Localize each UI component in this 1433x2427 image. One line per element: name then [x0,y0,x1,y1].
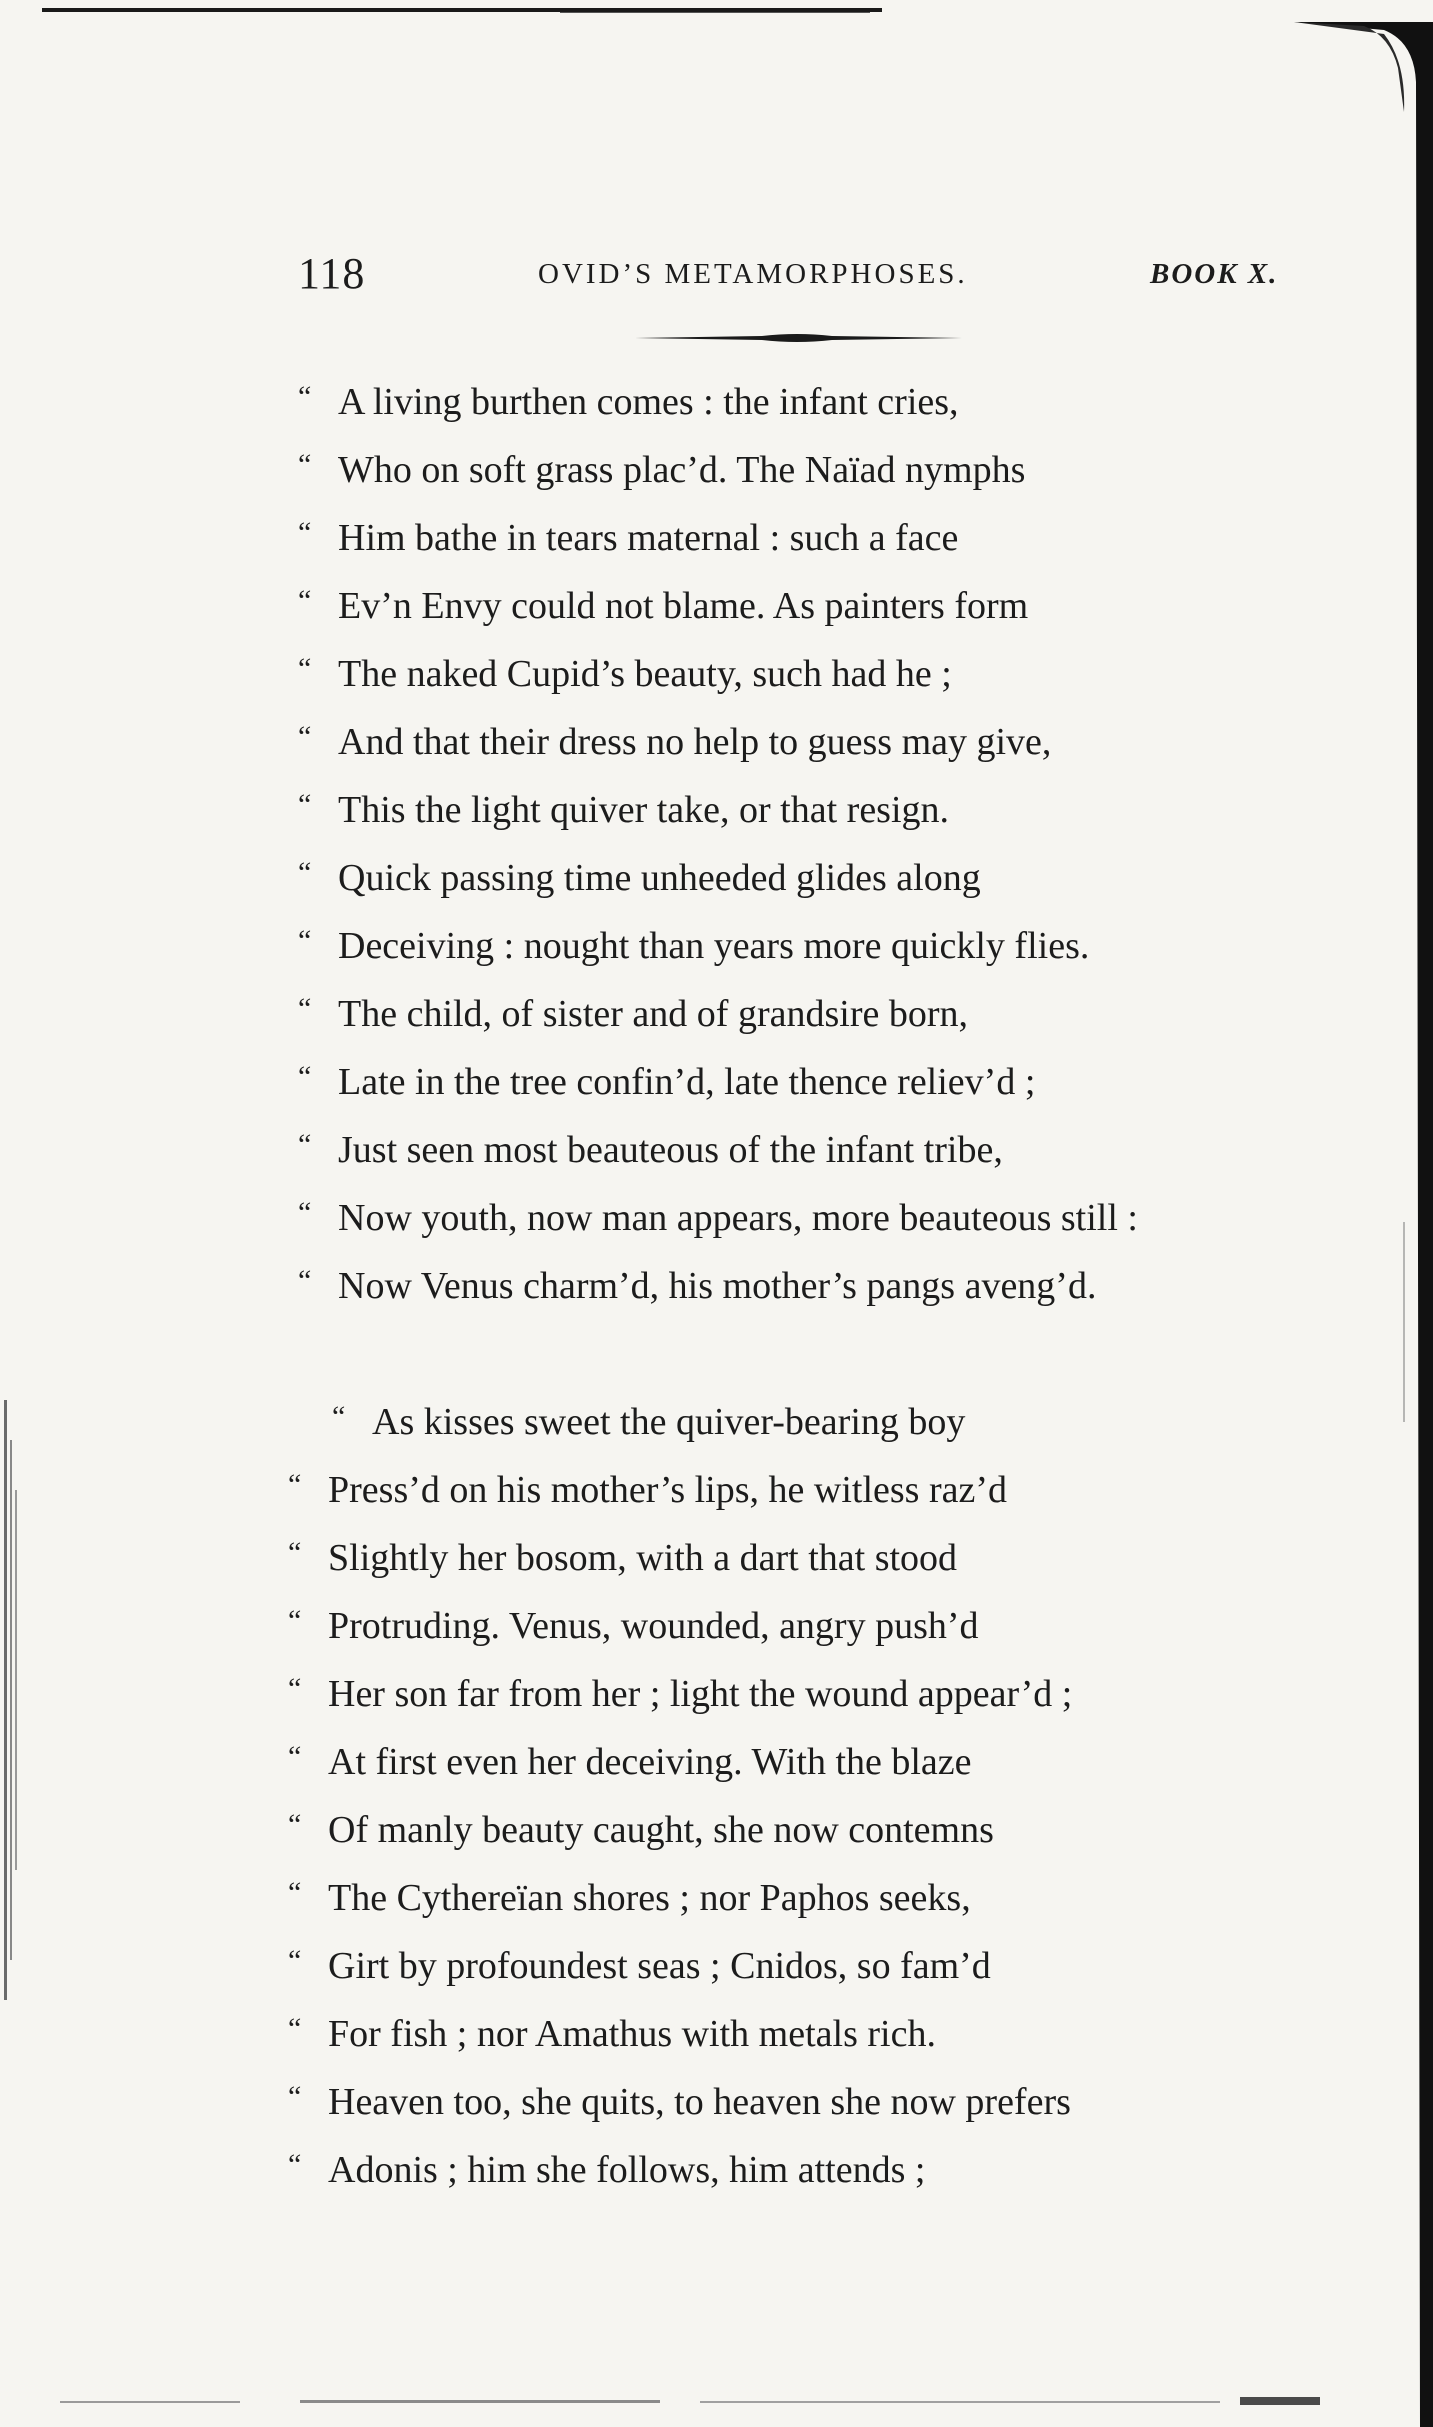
opening-quote-mark: “ [288,1876,302,1909]
verse-line: “ Now Venus charm’d, his mother’s pangs aveng’d. [298,1264,1097,1307]
verse-line: “ Slightly her bosom, with a dart that stood [288,1536,958,1579]
verse-line: “ Now youth, now man appears, more beauteous still : [298,1196,1138,1239]
ornamental-rule [632,332,962,344]
verse-line: “ The naked Cupid’s beauty, such had he ; [298,652,952,695]
binding-edge-marks [0,1400,24,2080]
verse-line: “ At first even her deceiving. With the blaze [288,1740,972,1783]
opening-quote-mark: “ [298,652,312,685]
opening-quote-mark: “ [298,856,312,889]
verse-line: “ For fish ; nor Amathus with metals rich. [288,2012,936,2055]
opening-quote-mark: “ [288,1604,302,1637]
verse-line: “ Adonis ; him she follows, him attends ; [288,2148,926,2191]
verse-line: “ Him bathe in tears maternal : such a face [298,516,959,559]
verse-line: “ Her son far from her ; light the wound appear’d ; [288,1672,1073,1715]
opening-quote-mark: “ [298,992,312,1025]
verse-line: “ Deceiving : nought than years more quickly flies. [298,924,1090,967]
verse-line: “ Heaven too, she quits, to heaven she now prefers [288,2080,1071,2123]
opening-quote-mark: “ [298,584,312,617]
opening-quote-mark: “ [288,2080,302,2113]
opening-quote-mark: “ [298,1264,312,1297]
opening-quote-mark: “ [298,720,312,753]
opening-quote-mark: “ [288,2148,302,2181]
opening-quote-mark: “ [288,1672,302,1705]
opening-quote-mark: “ [332,1400,346,1433]
opening-quote-mark: “ [288,1468,302,1501]
verse-line: “ And that their dress no help to guess may give, [298,720,1052,763]
opening-quote-mark: “ [298,788,312,821]
book-label: BOOK X. [1150,258,1279,290]
verse-line: “ The Cythereïan shores ; nor Paphos seeks, [288,1876,971,1919]
verse-line: “ Late in the tree confin’d, late thence reliev’d ; [298,1060,1036,1103]
opening-quote-mark: “ [298,1196,312,1229]
verse-line: “ Who on soft grass plac’d. The Naïad nymphs [298,448,1026,491]
opening-quote-mark: “ [288,1536,302,1569]
opening-quote-mark: “ [298,448,312,481]
opening-quote-mark: “ [298,380,312,413]
verse-line: “ The child, of sister and of grandsire born, [298,992,968,1035]
verse-line: “ Press’d on his mother’s lips, he witless raz’d [288,1468,1007,1511]
opening-quote-mark: “ [288,2012,302,2045]
verse-line: “ A living burthen comes : the infant cries, [298,380,959,423]
opening-quote-mark: “ [298,1128,312,1161]
verse-line: “ Protruding. Venus, wounded, angry push’d [288,1604,979,1647]
verse-line: “ Quick passing time unheeded glides along [298,856,981,899]
page-number: 118 [298,249,366,298]
page-edge-shadow [1294,22,1433,2427]
bottom-edge-specks [60,2395,1340,2409]
page-header [0,248,1433,308]
top-border-thin-rule [560,12,870,13]
opening-quote-mark: “ [298,924,312,957]
opening-quote-mark: “ [288,1808,302,1841]
opening-quote-mark: “ [288,1740,302,1773]
verse-line: “ As kisses sweet the quiver-bearing boy [332,1400,966,1443]
opening-quote-mark: “ [298,516,312,549]
verse-line: “ Of manly beauty caught, she now contemns [288,1808,994,1851]
opening-quote-mark: “ [298,1060,312,1093]
verse-line: “ Girt by profoundest seas ; Cnidos, so fam’d [288,1944,991,1987]
running-title: OVID’S METAMORPHOSES. [538,258,968,290]
verse-line: “ This the light quiver take, or that resign. [298,788,950,831]
opening-quote-mark: “ [288,1944,302,1977]
verse-line: “ Just seen most beauteous of the infant tribe, [298,1128,1003,1171]
verse-line: “ Ev’n Envy could not blame. As painters form [298,584,1029,627]
